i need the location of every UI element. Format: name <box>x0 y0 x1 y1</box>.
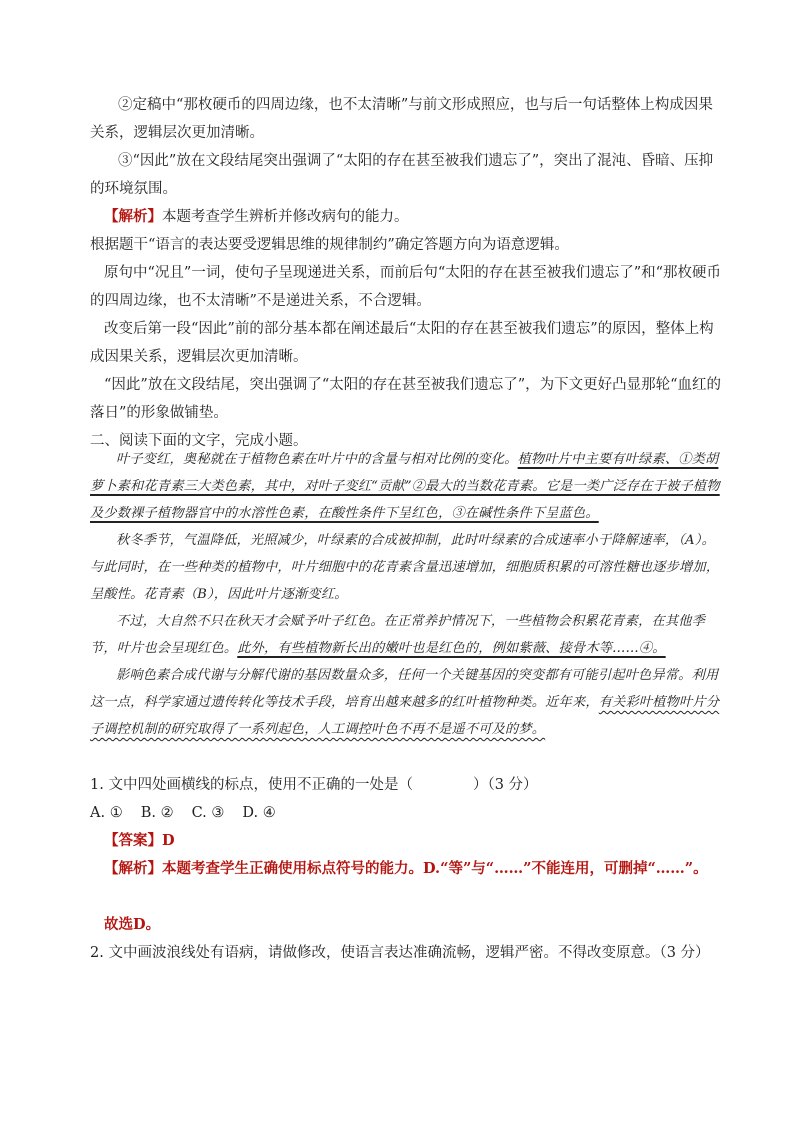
answer-line-3: ③“因此”放在文段结尾突出强调了“太阳的存在甚至被我们遗忘了”，突出了混沌、昏暗、压抑的环境氛围。 <box>90 153 714 197</box>
q1-stem-end: ）（3 分） <box>472 777 538 793</box>
analysis-p2: 原句中“况且”一词，使句子呈现递进关系，而前后句“太阳的存在甚至被我们遗忘了”和“那枚硬币的四周边缘，也不太清晰”不是递进关系，不合逻辑。 <box>90 265 722 309</box>
answer-tag: 【答案】 <box>104 832 162 849</box>
passage-p3 <box>90 608 726 662</box>
q1-conclusion: 故选D。 <box>104 916 161 933</box>
passage-p4-a: 影响色素合成代谢与分解代谢的基因数量众多，任何一个关键基因的突变都有可能引起叶色异常。利用这一点，科学家通过遗传转化等技术手段，培育出越来越多的红叶植物种类。近年来， <box>90 668 719 710</box>
q1-analysis-tag: 【解析】 <box>104 860 162 877</box>
question-1-stem <box>90 771 726 799</box>
analysis-p3: 改变后第一段“因此”前的部分基本都在阐述最后“太阳的存在甚至被我们遗忘”的原因，整体上构成因果关系，逻辑层次更加清晰。 <box>90 321 714 365</box>
passage-p3-a: 不过，大自然不只在秋天才会赋予叶子红色。在正常养护情况下，一些植物会积累花青素，在其他季节，叶片也会呈现红色。 <box>90 614 706 656</box>
analysis-paragraph <box>90 203 726 231</box>
answer-line-2: ②定稿中“那枚硬币的四周边缘，也不太清晰”与前文形成照应，也与后一句话整体上构成因果关系，逻辑层次更加清晰。 <box>90 97 713 141</box>
question-1-options <box>90 799 726 827</box>
passage-p3-underlined: 此外，有些植物新长出的嫩叶也是红色的，例如紫薇、接骨木等……④。 <box>237 641 666 656</box>
option-b[interactable]: B. ② <box>140 805 174 821</box>
analysis-tag: 【解析】 <box>104 208 162 225</box>
q1-stem-text: 1. 文中四处画横线的标点，使用不正确的一处是（ <box>90 777 413 793</box>
q1-answer <box>90 827 726 855</box>
option-d[interactable]: D. ④ <box>242 805 276 821</box>
option-c[interactable]: C. ③ <box>191 805 225 821</box>
analysis-p1: 根据题干“语言的表达要受逻辑思维的规律制约”确定答题方向为语意逻辑。 <box>90 237 569 253</box>
passage-p4 <box>90 662 726 743</box>
section-title: 二、阅读下面的文字，完成小题。 <box>90 433 308 449</box>
answer-value: D <box>162 832 175 849</box>
passage-p1 <box>90 446 726 527</box>
passage-p4-wavy: 有关彩叶植物叶片分子调控机制的研究取得了一系列起色，人工调控叶色不再不是遥不可及的梦。 <box>90 695 720 737</box>
passage-p1-underlined: 植物叶片中主要有叶绿素、①类胡萝卜素和花青素三大类色素，其中，对叶子变红“贡献”②最大的当数花青素。它是一类广泛存在于被子植物及少数裸子植物器官中的水溶性色素，在酸性条件下呈红色，③在碱性条件下呈蓝色。 <box>90 452 720 521</box>
analysis-text: 本题考查学生辨析并修改病句的能力。 <box>162 209 409 225</box>
passage-p1-a: 叶子变红，奥秘就在于植物色素在叶片中的含量与相对比例的变化。 <box>116 452 518 467</box>
question-2-stem: 2. 文中画波浪线处有语病，请做修改，使语言表达准确流畅，逻辑严密。不得改变原意。（3 分） <box>90 945 710 961</box>
q1-analysis <box>90 855 726 883</box>
option-a[interactable]: A. ① <box>90 805 123 821</box>
passage-p2: 秋冬季节，气温降低，光照减少，叶绿素的合成被抑制，此时叶绿素的合成速率小于降解速率，（A）。与此同时，在一些种类的植物中，叶片细胞中的花青素含量迅速增加，细胞质积累的可溶性糖也逐步增加，呈酸性。花青素（B），因此叶片逐渐变红。 <box>90 533 720 602</box>
q1-analysis-text: 本题考查学生正确使用标点符号的能力。D.“等”与“……”不能连用，可删掉“……”。 <box>162 860 708 877</box>
analysis-p4: “因此”放在文段结尾，突出强调了“太阳的存在甚至被我们遗忘了”，为下文更好凸显那轮“血红的落日”的形象做铺垫。 <box>90 377 722 421</box>
